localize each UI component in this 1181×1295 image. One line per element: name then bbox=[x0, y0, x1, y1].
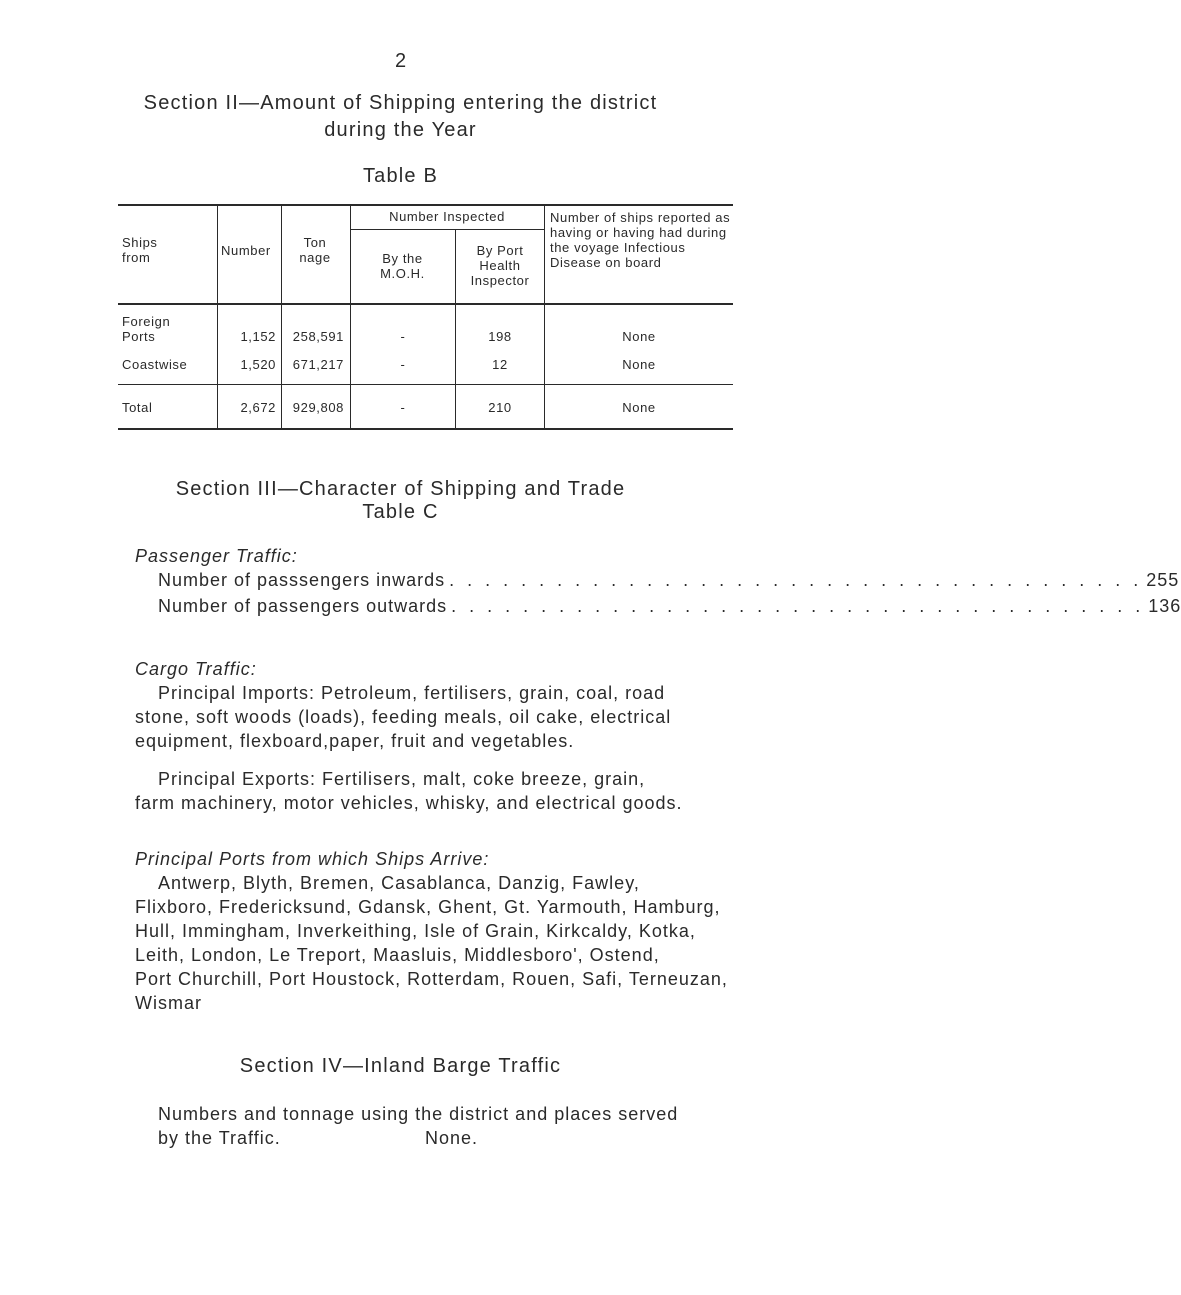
row2-number: 1,520 bbox=[240, 357, 276, 372]
section3-title: Section III—Character of Shipping and Trade bbox=[175, 478, 626, 500]
ports-line2: Flixboro, Fredericksund, Gdansk, Ghent, Gt. Yarmouth, Hamburg, bbox=[135, 897, 721, 917]
section4-line2-value: None. bbox=[425, 1128, 479, 1148]
total-infectious: None bbox=[622, 400, 656, 415]
header-infectious: Number of ships reported as having or having had during the voyage Infectious Disease on board bbox=[550, 210, 731, 270]
col-divider-2 bbox=[281, 204, 282, 429]
passengers-outwards-row bbox=[158, 596, 1181, 617]
ports-line3: Hull, Immingham, Inverkeithing, Isle of Grain, Kirkcaldy, Kotka, bbox=[135, 921, 696, 941]
col-divider-5 bbox=[544, 204, 545, 429]
total-from: Total bbox=[122, 400, 153, 415]
dot-leader: . . . . . . . . . . . . . . . . . . . . . . . . . . . . . . . . . . . . . . . bbox=[449, 570, 1143, 590]
imports-line3: equipment, flexboard,paper, fruit and vegetables. bbox=[135, 731, 575, 751]
imports-line2: stone, soft woods (loads), feeding meals, oil cake, electrical bbox=[135, 707, 672, 727]
cargo-traffic-heading: Cargo Traffic: bbox=[135, 659, 257, 679]
table-c-title: Table C bbox=[362, 501, 439, 523]
passengers-inwards-value: 255 bbox=[1146, 570, 1180, 590]
row2-infectious: None bbox=[622, 357, 656, 372]
section4-title: Section IV—Inland Barge Traffic bbox=[239, 1055, 562, 1077]
header-tonnage: Ton nage bbox=[299, 235, 331, 265]
passengers-inwards-label: Number of passsengers inwards bbox=[158, 570, 446, 590]
section2-title-line2: during the Year bbox=[324, 119, 477, 141]
total-tonnage: 929,808 bbox=[292, 400, 344, 415]
passengers-outwards-value: 136 bbox=[1148, 596, 1181, 616]
section2-title-line1: Section II—Amount of Shipping entering the district bbox=[143, 92, 658, 114]
exports-line1: Principal Exports: Fertilisers, malt, coke breeze, grain, bbox=[158, 769, 646, 789]
header-number-inspected: Number Inspected bbox=[389, 209, 505, 224]
total-number: 2,672 bbox=[240, 400, 276, 415]
table-b-title: Table B bbox=[362, 165, 439, 187]
header-by-moh: By the M.O.H. bbox=[380, 251, 425, 281]
table-bottom-rule bbox=[118, 428, 733, 430]
col-divider-3 bbox=[350, 204, 351, 429]
passengers-outwards-label: Number of passengers outwards bbox=[158, 596, 448, 616]
ports-line6: Wismar bbox=[135, 993, 202, 1013]
row2-from: Coastwise bbox=[122, 357, 188, 372]
header-ships-from: Ships from bbox=[122, 235, 158, 265]
ports-line1: Antwerp, Blyth, Bremen, Casablanca, Danzig, Fawley, bbox=[158, 873, 640, 893]
total-top-rule bbox=[118, 384, 733, 385]
col-divider-1 bbox=[217, 204, 218, 429]
imports-line1: Principal Imports: Petroleum, fertilisers, grain, coal, road bbox=[158, 683, 666, 703]
dot-leader: . . . . . . . . . . . . . . . . . . . . . . . . . . . . . . . . . . . . . . . bbox=[451, 596, 1145, 616]
row1-port: 198 bbox=[488, 329, 512, 344]
header-by-port: By Port Health Inspector bbox=[470, 243, 530, 288]
exports-line2: farm machinery, motor vehicles, whisky, and electrical goods. bbox=[135, 793, 683, 813]
total-port: 210 bbox=[488, 400, 512, 415]
passenger-traffic-heading: Passenger Traffic: bbox=[135, 546, 298, 566]
inspected-sub-rule bbox=[350, 229, 544, 230]
section4-line1: Numbers and tonnage using the district and places served bbox=[158, 1104, 679, 1124]
row1-infectious: None bbox=[622, 329, 656, 344]
total-moh: - bbox=[400, 400, 406, 415]
row2-moh: - bbox=[400, 357, 406, 372]
page-number: 2 bbox=[394, 50, 407, 72]
ports-line4: Leith, London, Le Treport, Maasluis, Middlesboro', Ostend, bbox=[135, 945, 660, 965]
row1-tonnage: 258,591 bbox=[292, 329, 344, 344]
row1-from: Foreign Ports bbox=[122, 314, 171, 344]
header-bottom-rule bbox=[118, 303, 733, 305]
header-number: Number bbox=[221, 243, 271, 258]
row2-tonnage: 671,217 bbox=[292, 357, 344, 372]
row1-moh: - bbox=[400, 329, 406, 344]
row2-port: 12 bbox=[492, 357, 508, 372]
row1-number: 1,152 bbox=[240, 329, 276, 344]
principal-ports-heading: Principal Ports from which Ships Arrive: bbox=[135, 849, 490, 869]
section4-line2: by the Traffic. bbox=[158, 1128, 281, 1148]
ports-line5: Port Churchill, Port Houstock, Rotterdam, Rouen, Safi, Terneuzan, bbox=[135, 969, 728, 989]
passengers-inwards-row bbox=[158, 570, 1180, 591]
table-top-rule bbox=[118, 204, 733, 206]
